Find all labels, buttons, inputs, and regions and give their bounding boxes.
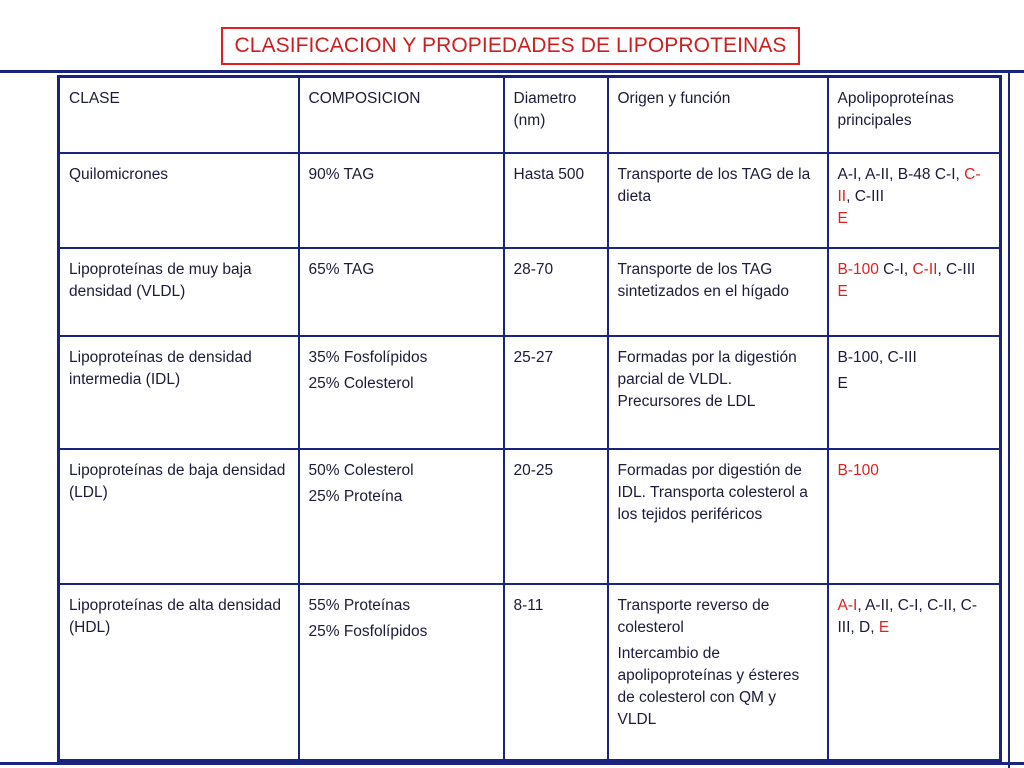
cell-diametro: 28-70 [504, 248, 608, 336]
cell-composicion: 50% Colesterol 25% Proteína [299, 449, 504, 584]
table-row [59, 153, 1001, 248]
cell-clase: Quilomicrones [59, 153, 299, 248]
header-clase: CLASE [59, 77, 299, 153]
cell-clase: Lipoproteínas de muy baja densidad (VLDL) [59, 248, 299, 336]
right-rule [1008, 70, 1010, 768]
cell-diametro: 20-25 [504, 449, 608, 584]
cell-clase: Lipoproteínas de baja densidad (LDL) [59, 449, 299, 584]
bottom-rule [0, 762, 1024, 765]
cell-origen: Transporte de los TAG sintetizados en el hígado [608, 248, 828, 336]
cell-clase: Lipoproteínas de alta densidad (HDL) [59, 584, 299, 761]
cell-clase: Lipoproteínas de densidad intermedia (IDL) [59, 336, 299, 449]
cell-apolipoproteinas: A-I, A-II, B-48 C-I, C-II, C-III E [828, 153, 1001, 248]
header-diametro: Diametro (nm) [504, 77, 608, 153]
header-apolipoproteinas: Apolipoproteínas principales [828, 77, 1001, 153]
cell-apolipoproteinas: B-100 [828, 449, 1001, 584]
cell-diametro: Hasta 500 [504, 153, 608, 248]
cell-diametro: 25-27 [504, 336, 608, 449]
cell-origen: Transporte de los TAG de la dieta [608, 153, 828, 248]
header-composicion: COMPOSICION [299, 77, 504, 153]
cell-composicion: 35% Fosfolípidos 25% Colesterol [299, 336, 504, 449]
table-row [59, 248, 1001, 336]
top-rule [0, 70, 1024, 73]
cell-composicion: 90% TAG [299, 153, 504, 248]
lipoprotein-table [57, 75, 1002, 762]
cell-apolipoproteinas: B-100 C-I, C-II, C-III E [828, 248, 1001, 336]
table-row [59, 584, 1001, 761]
cell-origen: Transporte reverso de colesterol Intercambio de apolipoproteínas y ésteres de colesterol con QM y VLDL [608, 584, 828, 761]
slide-title: CLASIFICACION Y PROPIEDADES DE LIPOPROTEINAS [221, 27, 800, 65]
cell-composicion: 55% Proteínas 25% Fosfolípidos [299, 584, 504, 761]
cell-apolipoproteinas: A-I, A-II, C-I, C-II, C-III, D, E [828, 584, 1001, 761]
cell-apolipoproteinas: B-100, C-III E [828, 336, 1001, 449]
cell-composicion: 65% TAG [299, 248, 504, 336]
table-row [59, 449, 1001, 584]
cell-diametro: 8-11 [504, 584, 608, 761]
cell-origen: Formadas por digestión de IDL. Transporta colesterol a los tejidos periféricos [608, 449, 828, 584]
table-row [59, 336, 1001, 449]
table-header-row [59, 77, 1001, 153]
cell-origen: Formadas por la digestión parcial de VLDL. Precursores de LDL [608, 336, 828, 449]
header-origen: Origen y función [608, 77, 828, 153]
